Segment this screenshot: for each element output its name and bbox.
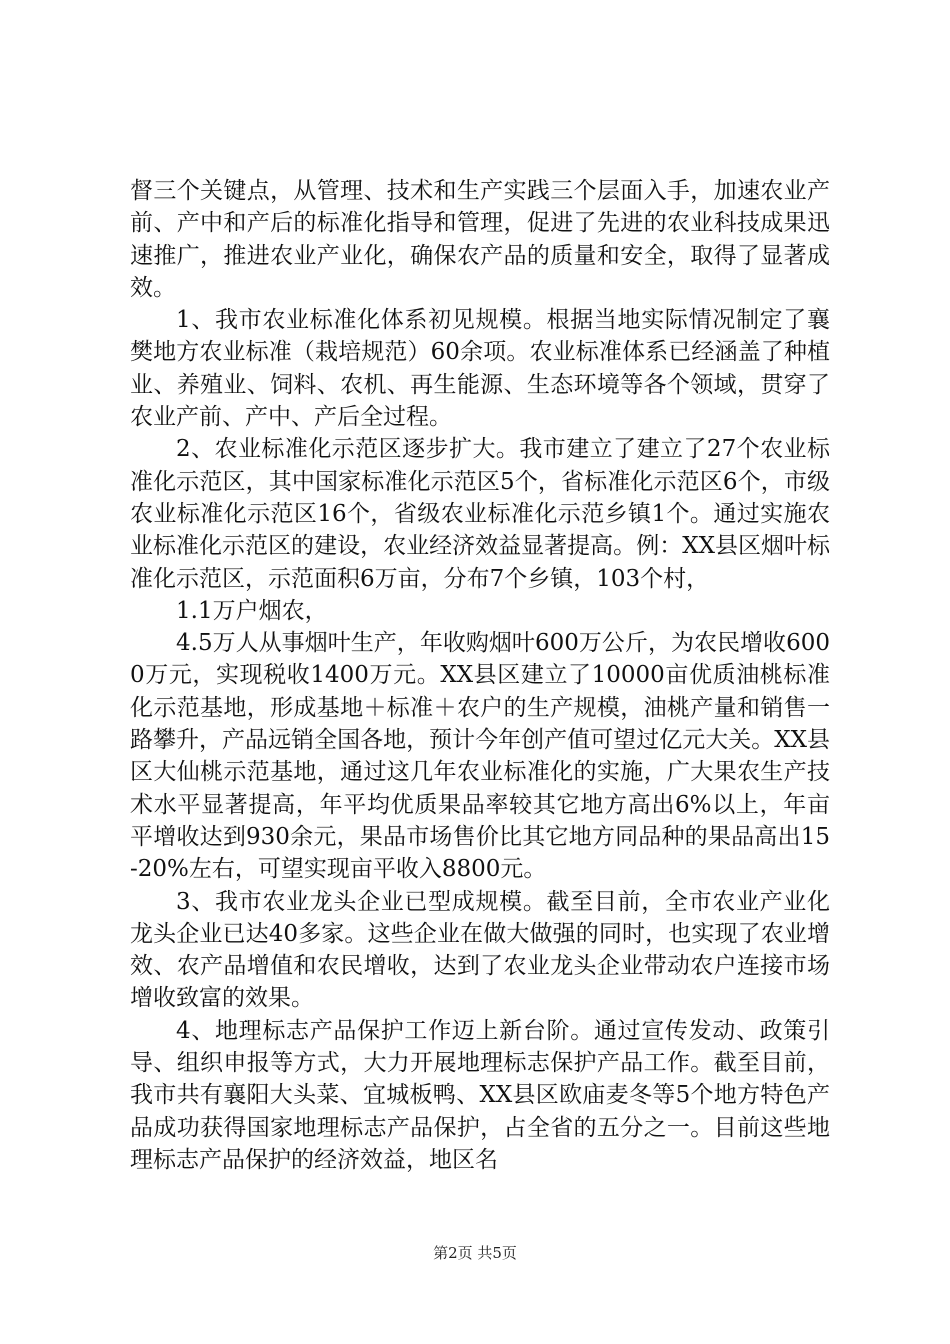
- page-number-footer: 第2页 共5页: [433, 1244, 517, 1262]
- paragraph-standard-system: 1、我市农业标准化体系初见规模。根据当地实际情况制定了襄樊地方农业标准（栽培规范）60余项。农业标准体系已经涵盖了种植业、养殖业、饲料、农机、再生能源、生态环境等各个领域，贯穿了农业产前、产中、产后全过程。: [130, 307, 830, 431]
- paragraph-continuation: 督三个关键点，从管理、技术和生产实践三个层面入手，加速农业产前、产中和产后的标准化指导和管理，促进了先进的农业科技成果迅速推广，推进农业产业化，确保农产品的质量和安全，取得了显著成效。: [130, 178, 830, 301]
- paragraph-tobacco-households: 1.1万户烟农，: [176, 597, 328, 624]
- paragraph-geographic-indication: 4、地理标志产品保护工作迈上新台阶。通过宣传发动、政策引导、组织申报等方式，大力开展地理标志保护产品工作。截至目前，我市共有襄阳大头菜、宜城板鸭、XX县区欧庙麦冬等5个地方特色产品成功获得国家地理标志产品保护，占全省的五分之一。目前这些地理标志产品保护的经济效益，地区名: [130, 1017, 830, 1173]
- paragraph-leading-enterprises: 3、我市农业龙头企业已型成规模。截至目前，全市农业产业化龙头企业已达40多家。这些企业在做大做强的同时，也实现了农业增效、农产品增值和农民增收，达到了农业龙头企业带动农户连接市场增收致富的效果。: [130, 888, 830, 1012]
- paragraph-tobacco-production: 4.5万人从事烟叶生产，年收购烟叶600万公斤，为农民增收6000万元，实现税收1400万元。XX县区建立了10000亩优质油桃标准化示范基地，形成基地＋标准＋农户的生产规模，油桃产量和销售一路攀升，产品远销全国各地，预计今年创产值可望过亿元大关。XX县区大仙桃示范基地，通过这几年农业标准化的实施，广大果农生产技术水平显著提高，年平均优质果品率较其它地方高出6%以上，年亩平增收达到930余元，果品市场售价比其它地方同品种的果品高出15-20%左右，可望实现亩平收入8800元。: [130, 630, 830, 883]
- document-body: [130, 175, 830, 1176]
- paragraph-demonstration-zones: 2、农业标准化示范区逐步扩大。我市建立了建立了27个农业标准化示范区，其中国家标准化示范区5个，省标准化示范区6个，市级农业标准化示范区16个，省级农业标准化示范乡镇1个。通过实施农业标准化示范区的建设，农业经济效益显著提高。例：XX县区烟叶标准化示范区，示范面积6万亩，分布7个乡镇，103个村，: [130, 436, 830, 592]
